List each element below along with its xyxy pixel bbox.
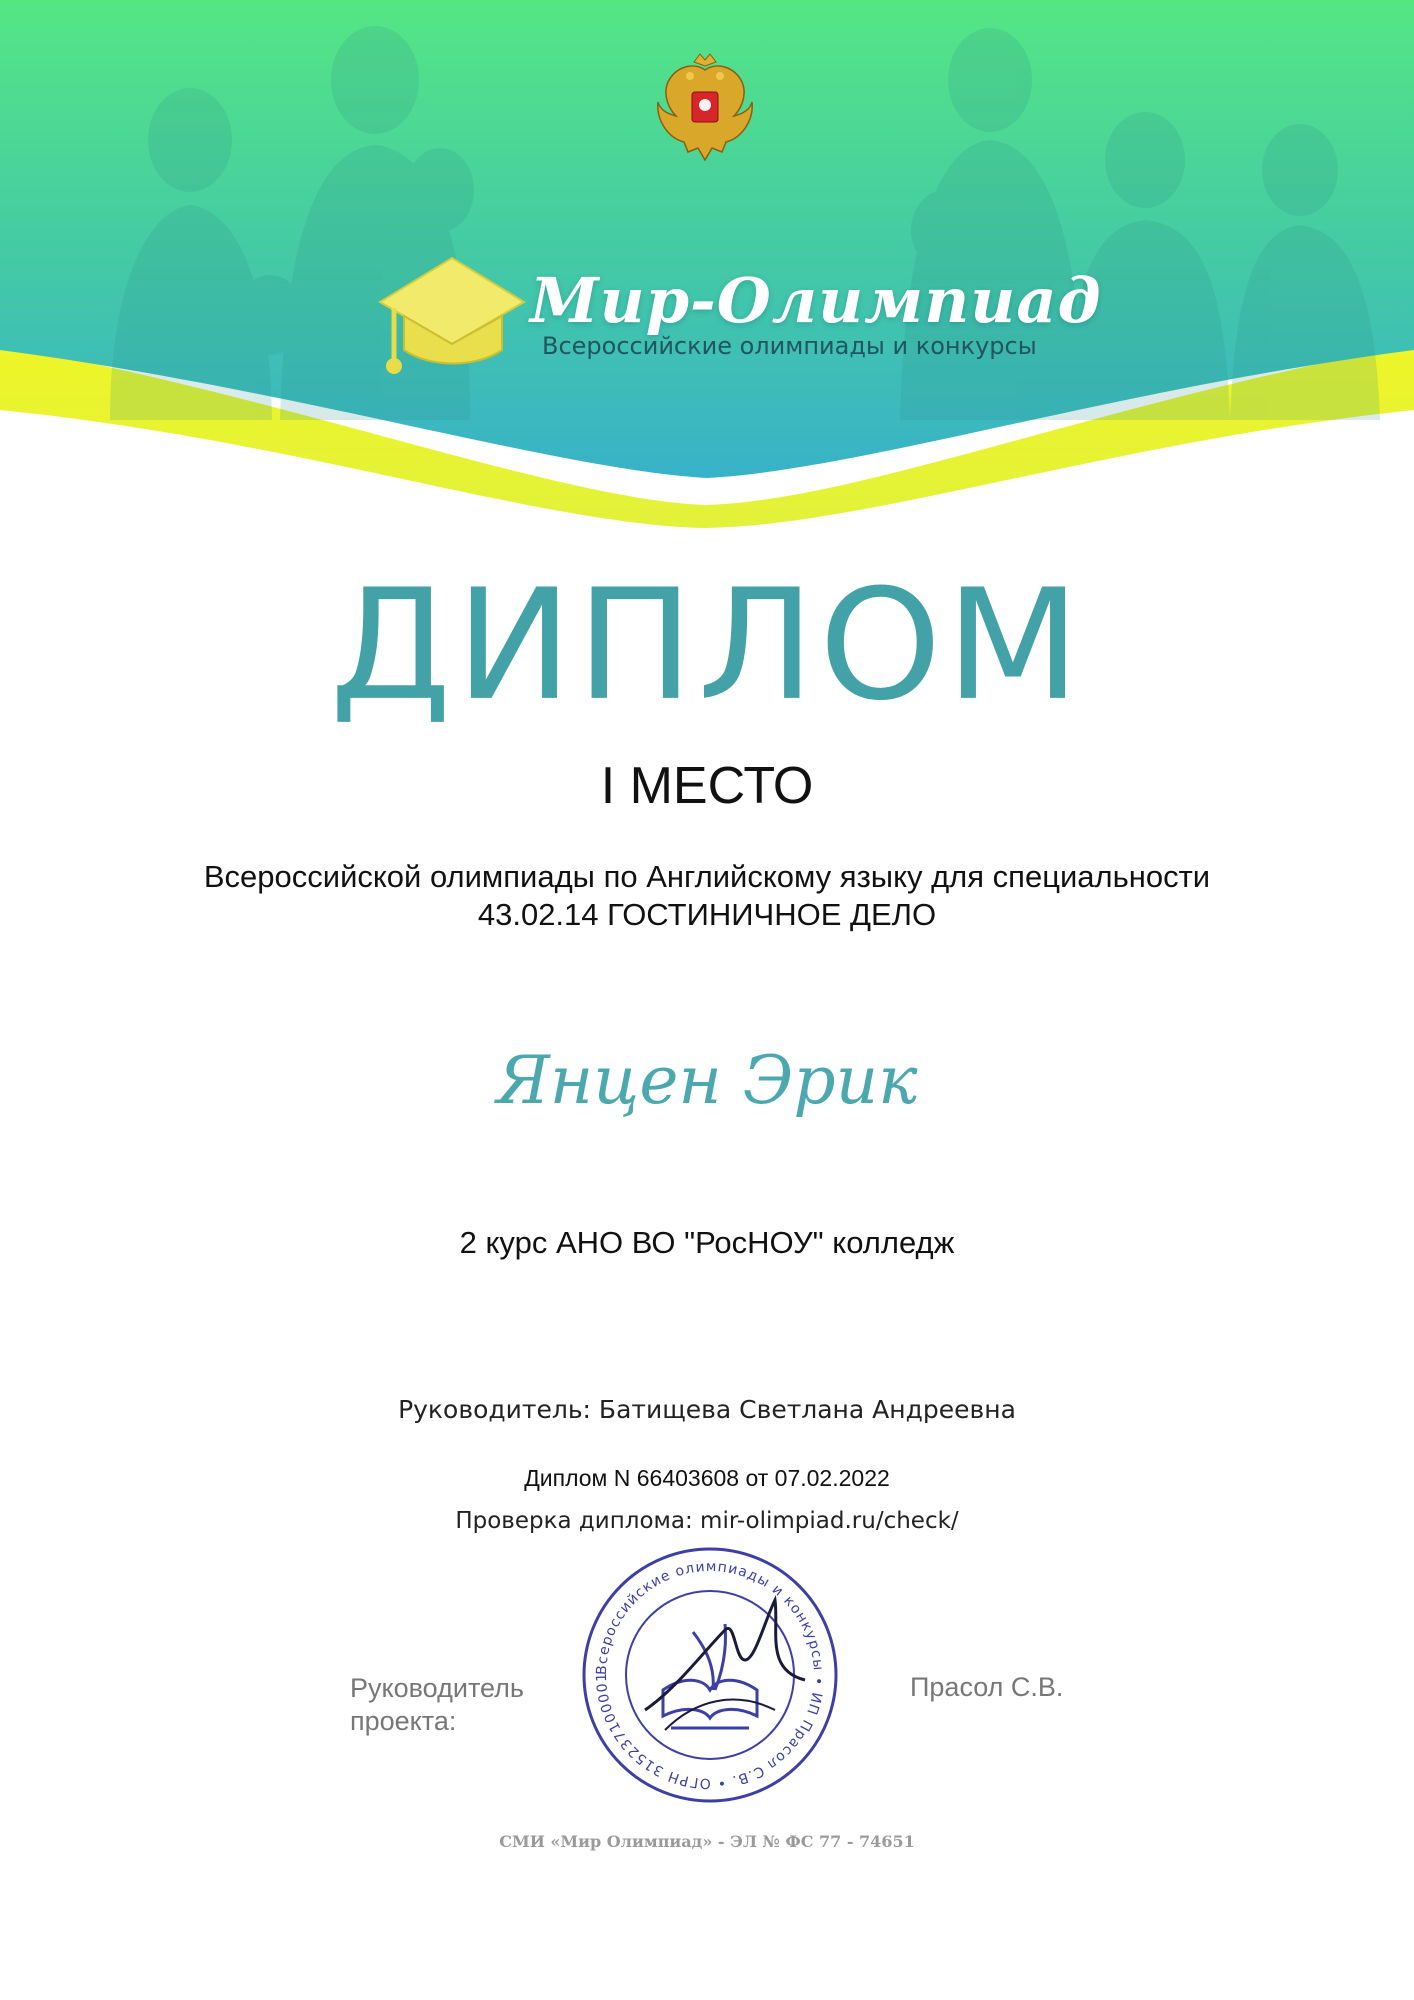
stamp-ring-text: Всероссийские олимпиады и конкурсы • ИП Прасол С.В. • ОГРН 315237100001 — [593, 1558, 827, 1792]
site-logo — [370, 252, 1102, 382]
diploma-title: ДИПЛОМ — [329, 555, 1085, 735]
header-banner — [0, 0, 1414, 560]
graduation-cap-icon — [370, 252, 530, 382]
logo-subtitle: Всероссийские олимпиады и конкурсы — [542, 332, 1037, 360]
project-head-label — [350, 1672, 570, 1738]
project-head-label-line-2: проекта: — [350, 1706, 457, 1736]
winner-name: Янцен Эрик — [496, 1042, 918, 1119]
logo-title: Мир-Олимпиад — [530, 264, 1102, 337]
coat-of-arms-icon — [654, 52, 756, 164]
project-head-label-line-1: Руководитель — [350, 1673, 524, 1703]
course-info: 2 курс АНО ВО "РосНОУ" колледж — [459, 1225, 955, 1260]
place-label: I МЕСТО — [600, 757, 814, 815]
olympiad-line-2: 43.02.14 ГОСТИНИЧНОЕ ДЕЛО — [477, 897, 937, 932]
diploma-number: Диплом N 66403608 от 07.02.2022 — [524, 1465, 890, 1491]
supervisor-line: Руководитель: Батищева Светлана Андреевна — [398, 1395, 1016, 1424]
media-registration: СМИ «Мир Олимпиад» - ЭЛ № ФС 77 - 74651 — [499, 1832, 915, 1851]
director-name: Прасол С.В. — [910, 1672, 1064, 1702]
diploma-check-link: Проверка диплома: mir-olimpiad.ru/check/ — [455, 1508, 959, 1534]
olympiad-description — [0, 858, 1414, 934]
official-stamp-icon — [575, 1540, 845, 1810]
olympiad-line-1: Всероссийской олимпиады по Английскому языку для специальности — [203, 859, 1211, 894]
